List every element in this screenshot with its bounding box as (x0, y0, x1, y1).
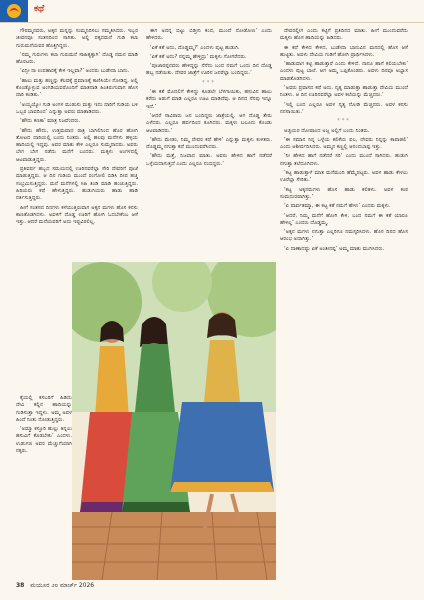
magazine-logo-icon (0, 0, 28, 22)
paragraph: ‘ಈ ಸಮಾನ ನಿನ್ನ ಒಳ್ಳೆಯ ಕಲಿಕೆಯ ಫಲ, ದೇವರು ನಿನ್ನನ್ನು ಕಾಪಾಡಲಿ’ ಎಂದು ಆಶೀರ್ವದಿಸಿದರು. ಅಮ್ಮನ ಕಣ್ಣಲ್ಲಿ ಆನಂದಬಾಷ್ಪ ಇತ್ತು. (280, 136, 408, 151)
paragraph: ಅಜ್ಜಿಯರ ದೋಷಾಂದ ಅಜ್ಜ ಅಲ್ಲಿಗೆ ಬಂದು ನಿಂತರು. (284, 127, 370, 134)
paragraph: ‘ಆದರೆ, ನಿಮ್ಮ ಮನೆಗೆ ಹೋಗಿ ಕೇಳಿ, ಬಂದ ನಮಗೆ ಈ ಕತೆ ಯಾರೂ ಹೇಳಿಲ್ಲ’ ಎಂದರು ದೊಡ್ಡಮ್ಮ. (280, 212, 408, 226)
paragraph: ‘ಹೌದು ಮತ್ತೆ, ನಿಜವಾದ ಮಾತು. ಅವರು ಹೇಳಿದ ಹಾಗೆ ನಡೆದರೆ ಒಳ್ಳೆಯದಾಗುತ್ತದೆ ಎಂದು ಎಲ್ಲರೂ ನಂಬಿದ್ದರು.’ (146, 153, 272, 167)
issue-info: ಮಯೂರ ೨೮ ಮಾರ್ಚ್ 2026 (30, 582, 95, 589)
three-girls-dancing-illustration (72, 262, 276, 580)
paragraph: ‘ಹೌದು ಮೇಡಂ, ನಿಮ್ಮ ದೇವರ ಕಥೆ ಹೇಳಿ’ ಎನ್ನುತ್ತಾ ಮಕ್ಕಳು ಕುಳಿತರು. ದೊಡ್ಡಮ್ಮ ನಗುತ್ತಾ ಕಥೆ ಮುಂದುವರೆಸಿದರು. (146, 136, 272, 151)
paragraph: ‘ನೀ ಹೇಳಿದ ಹಾಗೆ ನಡೆದರೆ ಸರಿ’ ಎಂದು ಮುಂದೆ ಸಾಗಿದರು. ಹುಡುಗಿ ನಗುತ್ತಾ ತಲೆದೂಗಿದಳು. (280, 153, 408, 167)
page-number: 38 (16, 582, 25, 589)
section-separator: *** (337, 118, 351, 125)
paragraph: ‘ಏಕೆ ಕತೆ ಅದು? ನನ್ನಮ್ಮ ಹೇಳ್ತಿದ್ರು’ ಮಕ್ಕಳು ಗೋಗರೆದರು. (150, 53, 247, 60)
paragraph: ಹೀಗೆ ಸಂತಸದ ದಿನಗಳು ಕಳೆಯುತ್ತಿರುವಾಗ ಅಕ್ಕನ ಮಗಳು ಹೊಸ ಕನಸು ಕಾಣತೊಡಗಿದಳು. ಅವಳಿಗೆ ದೊಡ್ಡ ಊರಿಗೆ ಹೋಗಿ ಓದಬೇಕೆಂಬ ಆಸೆ ಇತ್ತು. ಆದರೆ ಮನೆಯವರಿಗೆ ಅದು ಇಷ್ಟವಿರಲಿಲ್ಲ. (16, 204, 138, 226)
section-title: ಕಥೆ (34, 4, 45, 14)
text-column-3 (280, 28, 408, 583)
paragraph: ‘ಹಾಲು ಮತ್ತು ಹಣ್ಣನ್ನು ಕೆಲವಕ್ಕೆ ಪ್ರಮಾಣಕ್ಕೆ ಕಾಣಿಸಿಯೇ ನೋಡಿದ್ದ. ಅಲ್ಲಿ ಕೊಂಡ್ಕೊಳ್ಳುವ ಅಂಗಡಿಯವರೊಂದಿಗೆ ಮಾತನಾಡಿ ಹಿಂತಿರುಗುವಾಗ ಹೊಸ ದಾರಿ ಕಂಡಿತು.’ (16, 77, 138, 99)
paragraph: ಈ ಕಥೆ ಕೇಳಿದ ಕೇಳಿದ, ಬುಡೇದಾ ಬಾನುವಿನ ಮನದಲ್ಲಿ ಹೊಸ ಆಸೆ ಹುಟ್ಟಿತು. ಅವಳು ದೇವಿಯ ಗುಡಿಗೆ ಹೋಗಿ ಪ್ರಾರ್ಥಿಸಿದಳು. (280, 44, 408, 58)
paragraph: ‘ಈ ಕತೆ ಮೊದಲಿಗೆ ಕೇಳಿದ್ದು ಕೂಡಲೇ ಬೆಳಗಾಯಿತು, ಹಸುವಿನ ಹಾಲು ಕರೆದು ಅಡುಗೆ ಮಾಡಿ ಎಲ್ಲರೂ ಊಟ ಮಾಡಿದೆವು. ಆ ದಿನದ ನೆನಪು ಇನ್ನೂ ಇದೆ.’ (146, 89, 272, 110)
paragraph: ‘ಹಾಡುವಾಗ ಕಟ್ಟಿ ಹಾಡುತ್ತಾರೆ ಎಂದು ಕೇಳಿದೆ. ನಾನೂ ಹಾಗೆ ಕಲಿಯಬೇಕು’ ಎಂದಳು ಪುಟ್ಟ ಬಾಲೆ. ಆಗ ಅಮ್ಮ ಒಪ್ಪಿಕೊಂಡರು. ಅವಳು ದಿನವೂ ಅಭ್ಯಾಸ ಮಾಡತೊಡಗಿದಳು. (280, 61, 408, 82)
paragraph: ದೇವರಲ್ಲೀಗ ಎಂದು ಕಟ್ಟಿಗೆ ಪ್ರತಿದಿನದ ಮಾತು. ಹೀಗೆ ಮುಂದುವರೆದು ಮಕ್ಕಳು ಹೊಸ ಹಾದಿಯನ್ನು ಹಿಡಿದರು. (280, 28, 408, 42)
header-divider (0, 22, 424, 23)
paragraph: ‘ಆದರೆ ಸಾವಿರಾರು ಜನ ಬಂದಿದ್ದರು ಜಾತ್ರೆಯಲ್ಲಿ. ಆಗ ದೊಡ್ಡ ತೇರು ಎಳೆದರು. ಎಲ್ಲರೂ ಹರ್ಷದಿಂದ ಕೂಗಿದರು. ಮಕ್ಕಳು ಬಲೂನು ಕೊಂಡು ಆಟವಾಡಿದರು.’ (146, 112, 272, 134)
paragraph: ‘ಕಟ್ಟ ಅಕ್ಕನಮಗಳು ಹೊಸ ಹಾಡು ಕಲಿತಳು. ಅವಳ ಕಂಠ ಸುಮಧುರವಾಗಿತ್ತು.’ (280, 186, 408, 200)
paragraph: ‘ಏಕೆ ಕತೆ ಅದು, ದೊಡ್ಡಮ್ಮ?’ ಎಂದಳು ಪುಟ್ಟ ಹುಡುಗಿ. (150, 44, 240, 51)
paragraph: ‘ಏ ದಾಣಾದಷ್ಟು ಏಕೆ ಅಂತೀನಪ್ಪ’ ಅಮ್ಮ ಮಾತು ಮುಗಿಸಿದರು. (284, 245, 385, 252)
paragraph: ‘ಹೌದು ಕಣಕಾ’ ಮಾತ್ರ ನಿಜವೆಂದರು. (20, 118, 81, 125)
paragraph: ‘ಪೂಜಾರಪ್ಪನವರು ಹೇಳಿದ್ದನ್ನು ನೆನೆದು ಬಂದ ನಮಗೆ ಒಂದು ದಿನ ದೊಡ್ಡ ಹಬ್ಬ ನಡೆಯಿತು. ದೇವರ ಜಾತ್ರೆಗೆ ಊರಿನ ಜನರೆಲ್ಲಾ ಬಂದಿದ್ದರು.’ (146, 63, 272, 77)
paragraph: ‘ಏ ಪಾರ್ವತಮ್ಮಾ, ಈ ಕಟ್ಟ ಕತೆ ನಮಗೆ ಹೇಳು’ ಎಂದರು ಮಕ್ಕಳು. (284, 203, 391, 210)
text-column-2 (146, 28, 272, 258)
paragraph: ‘ಅಕ್ಕನ ಮಗಳು ನಗುತ್ತಾ ಎಲ್ಲರಿಗೂ ನಮಸ್ಕರಿಸಿದಳು. ಹೊಸ ದಿನದ ಹೊಸ ಆರಂಭ ಅದಾಗಿತ್ತು.’ (280, 229, 408, 243)
paragraph: ‘ಹೌದು ಹೌದು, ಉತ್ತಮವಾದ ರಾತ್ರಿ ಬಾಗಿಲಿನಿಂದ ಹೊರ ಹೋಗಿ ತೋಟದ ದಾರಿಯಲ್ಲಿ ಬಂದು ನಿಂತರು. ಅಲ್ಲಿ ಹಲವು ಮನೆಗಳು ಹಳ್ಳಿಯ ಹಾದಿಯಲ್ಲಿ ಇದ್ದವು. ಅವರ ಮಾತು ಕೇಳಿ ಎಲ್ಲರೂ ಸುಮ್ಮನಾದರು. ಅವರು ಬೇಗ ಬೇಗ ನಡೆದು ಮನೆಗೆ ಬಂದರು. ಮಕ್ಕಳು ಅಂಗಳದಲ್ಲಿ ಆಟವಾಡುತ್ತಿದ್ದರು. (16, 127, 138, 163)
paragraph: ಪ್ರತಿವರ್ಷ ಹಬ್ಬದ ಸಮಯದಲ್ಲಿ ಊರಿನವರೆಲ್ಲಾ ಸೇರಿ ದೇವರಿಗೆ ಪೂಜೆ ಮಾಡುತ್ತಿದ್ದರು. ಆ ದಿನ ಗುಡಿಯ ಮುಂದೆ ರಂಗೋಲಿ ಬಿಡಿಸಿ ದೀಪ ಹಚ್ಚಿ ಸಂಭ್ರಮಿಸುತ್ತಿದ್ದರು. ಮನೆ ಮನೆಗಳಲ್ಲಿ ಸಿಹಿ ತಿಂಡಿ ಮಾಡಿ ಹಂಚುತ್ತಿದ್ದರು. ಹಿರಿಯರು ಕಥೆ ಹೇಳುತ್ತಿದ್ದರು. ಹುಡುಗಿಯರು ಹಾಡು ಹಾಡಿ ನರ್ತಿಸುತ್ತಿದ್ದರು. (16, 166, 138, 202)
paragraph: ‘ಏನ್ರೀ ನಾ ಉಪಹಾರಕ್ಕೆ ಕೇಳಿ ಇಲ್ಲವಾ?’ ಅಂದರು ಬುಡೇದಾ ಬಾನು. (20, 68, 130, 75)
page-header (0, 0, 424, 22)
paragraph: ‘ಅಮ್ಮಾ ಕಸ್ತೂರಿ ಹುಲ್ಲು ತಿನ್ನಲು ಹಸುವಿಗೆ ಕೊಡಬೇಕು’ ಎಂದಳು. ಉಡುಗಣ ಅವರ ಮೆಚ್ಚುಗೆಯಾಗಿ ನಕ್ಕರು. (16, 426, 72, 455)
paragraph: ‘ಅವರು ಪ್ರವಾಸದ ಕಥೆ ಅದು. ನೃತ್ಯ ಮಾಡುತ್ತಾ ಹಾಡುತ್ತಾ ದೇವಿಯ ಮುಂದೆ ನಿಂತಳು. ಆ ದಿನ ಊರಿನವರೆಲ್ಲಾ ಅವಳ ಕಲೆಯನ್ನು ಮೆಚ್ಚಿದರು.’ (280, 85, 408, 99)
section-separator: *** (202, 79, 216, 86)
text-column-1-lower (16, 395, 72, 563)
page-footer (16, 582, 94, 590)
paragraph: ‘ನಮ್ಮ ಗುರುಗಳು ಕಲಾ ಗುರುಮನೆ ಸಾಹಿತ್ಯಕ್ಕಾಗಿ’ ದೊಡ್ಡ ನಮನ ಮಾಡಿ ಹೊರಟರು. (16, 51, 138, 66)
paragraph: ಈಗ ಅದನ್ನ ಬಿಟ್ಟು ಬಿಡ್ತೀನಿ ಕಂದ, ಮುಂದೆ ನೋಡೋಣ’ ಎಂದು ಹೇಳಿದರು. (146, 28, 272, 42)
paragraph: ಕೈಯಲ್ಲಿ ಕಸಬರಿಗೆ ಹಿಡಿದು ದೇವಿ ಕಲ್ಲಿನ ಹಾದಿಯನ್ನು ಗುಡಿಸುತ್ತಾ ಇದ್ದಳು. ಅಮ್ಮ ಅವಳ ಹಿಂದೆ ನಿಂತು ನೋಡುತ್ತಿದ್ದರು. (16, 395, 72, 423)
paragraph: ‘ಅಯ್ಯಯ್ಯೋ ಗುಡಿ ಅಂಗಳ ಮುಡುಸು ಮತ್ತು ಇದು ದಾರಿಗೆ ಗುಡಿಯ ಬಳಿ ಒಬ್ಬರ ಭಾವದಿಂದ’ ಎನ್ನುತ್ತಾ ಅವರು ಮಾತಾಡಿದರು. (16, 101, 138, 115)
paragraph: ‘ಇಲ್ಲಿ ಬಂದ ಎಲ್ಲರೂ ಅವಳ ನೃತ್ಯ ನೋಡಿ ಮೆಚ್ಚಿದರು. ಅವಳ ಕನಸು ನನಸಾಯಿತು.’ (280, 101, 408, 115)
paragraph: ಗೌರಮ್ಮನವರು, ಅಕ್ಕನ ಮನ್ನನ್ನು ಸುಮ್ಮನಿರಿಸಲು ಸಮ್ಮತಿಸಿದರು. ಇಬ್ಬರ ಜೀವನವೂ ಸಂತಸದಿಂದ ಸಾಗಿತು. ಅಲ್ಲಿ ಪಕ್ಕದಮನೆ ಗುಡಿ ಕಲಾ ಗುರುಮನೆಯವರ ಹೊತ್ತಿಗಿದ್ದರು. (16, 28, 138, 49)
paragraph: ‘ಕಟ್ಟ ಹಾಡುತ್ತಾಳೆ ಮಾತ ಮನೆಮಂದಿ ಹೆಮ್ಮೆಪಟ್ಟರು. ಅವಳ ಹಾಡು ಕೇಳಲು ಊರೆಲ್ಲಾ ಸೇರಿತು.’ (280, 170, 408, 184)
